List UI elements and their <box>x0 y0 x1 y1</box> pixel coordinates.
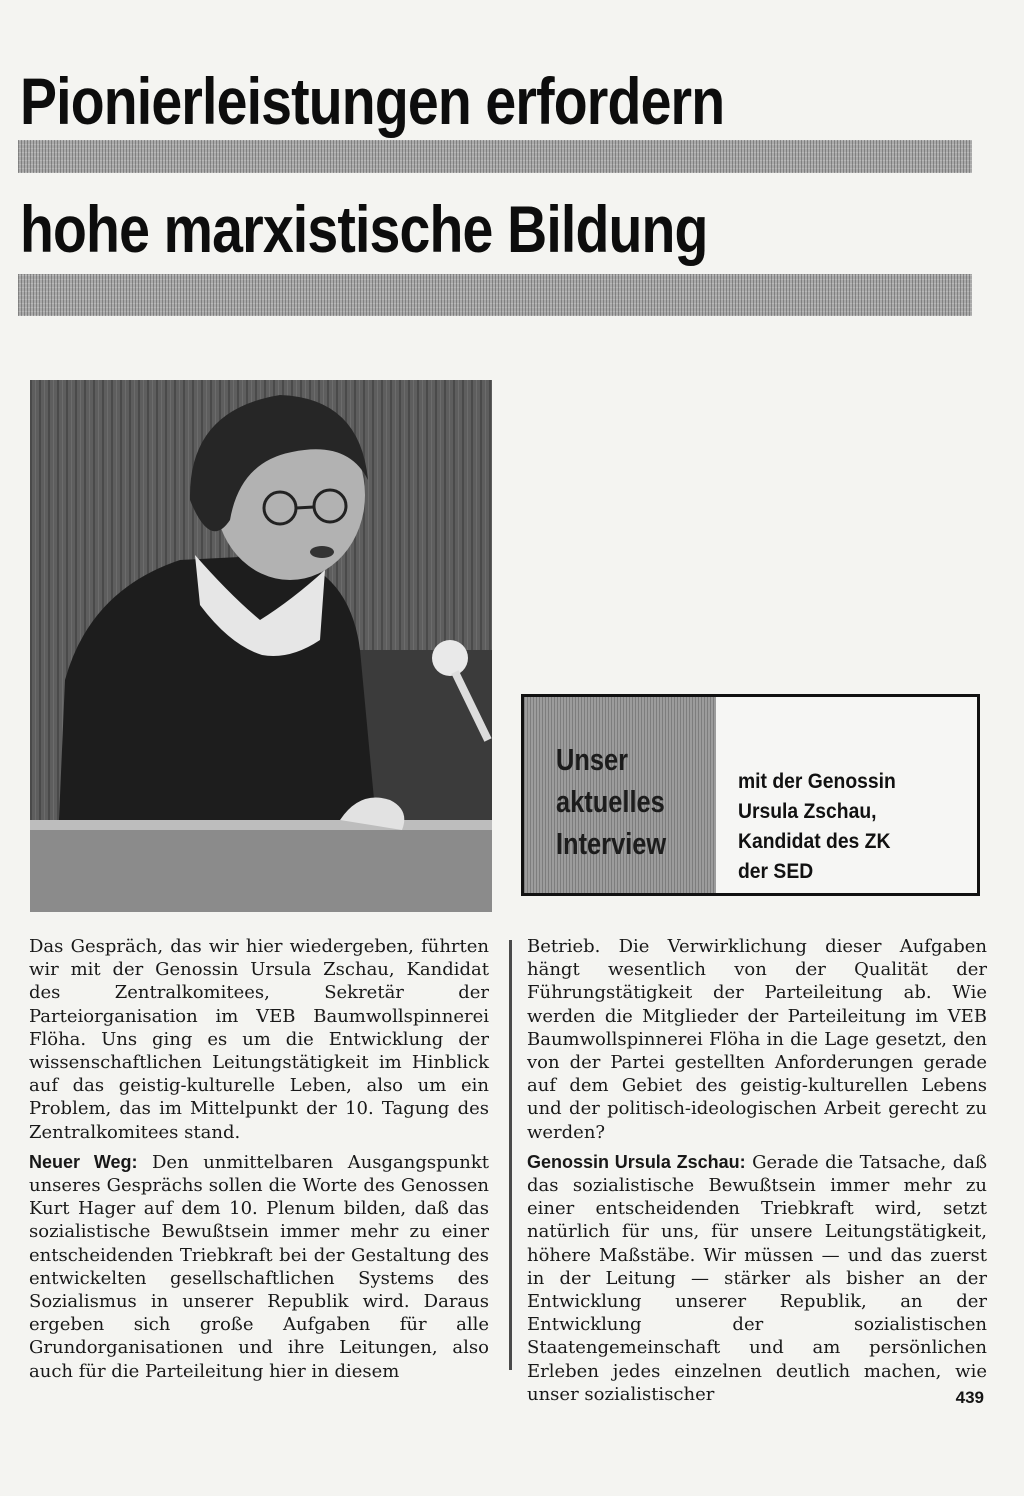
answer-text: Gerade die Tatsache, daß das sozialistische Bewußtsein immer mehr zu einer entscheidenden Triebkraft wird, setzt natürlich für uns, für unsere Leitungstätigkeit, höhere Maßstäbe. Wir müssen — und das zuerst in der Leitung — stärker als bisher an der Entwicklung unserer Republik, an der Entwicklung der sozialistischen Staatengemeinschaft und am persönlichen Erleben jedes einzelnen deutlich machen, wie unser sozialistischer <box>527 1151 987 1405</box>
interview-subject-line-3: Kandidat des ZK <box>738 830 891 853</box>
interview-label-line-3: Interview <box>556 826 667 861</box>
question-text: Den unmittelbaren Ausgangspunkt unseres Gesprächs sollen die Worte des Genossen Kurt Hager auf dem 10. Plenum bilden, daß das sozialistische Bewußtsein immer mehr zu einer entscheidenden Triebkraft bei der Gestaltung des entwickelten gesellschaftlichen Systems des Sozialismus in unserer Republik wird. Daraus ergeben sich große Aufgaben für alle Grundorganisationen und ihre Leitungen, also auch für die Parteileitung hier in diesem <box>29 1151 489 1382</box>
column-divider <box>509 940 512 1370</box>
article-column-right <box>527 935 987 1413</box>
interview-label-panel <box>524 697 716 893</box>
headline-rule-bottom <box>18 274 972 316</box>
interview-subject <box>738 767 959 887</box>
article-column-left <box>29 935 489 1390</box>
interviewer-label: Neuer Weg: <box>29 1151 138 1172</box>
interview-subject-line-1: mit der Genossin <box>738 770 896 793</box>
interview-subject-line-2: Ursula Zschau, <box>738 800 877 823</box>
headline-line-2: hohe marxistische Bildung <box>20 192 708 266</box>
speaker-photo <box>30 380 492 912</box>
interview-box <box>521 694 980 896</box>
interview-subject-line-4: der SED <box>738 860 814 883</box>
speaker-photo-image <box>30 380 492 912</box>
answer-paragraph <box>527 1151 987 1406</box>
interview-label-line-2: aktuelles <box>556 784 665 819</box>
interviewee-label: Genossin Ursula Zschau: <box>527 1151 746 1172</box>
article-intro: Das Gespräch, das wir hier wiedergeben, führten wir mit der Genossin Ursula Zschau, Kandidat des Zentralkomitees, Sekretär der Parteiorganisation im VEB Baumwollspinnerei Flöha. Uns ging es um die Entwicklung der wissenschaftlichen Leitungstätigkeit im Hinblick auf das geistig-kulturelle Leben, also um ein Problem, das im Mittelpunkt der 10. Tagung des Zentralkomitees stand. <box>29 936 489 1143</box>
question-paragraph <box>29 1151 489 1383</box>
page-number: 439 <box>955 1388 984 1407</box>
question-continuation: Betrieb. Die Verwirklichung dieser Aufgaben hängt wesentlich von der Qualität der Führungstätigkeit der Parteileitung ab. Wie werden die Mitglieder der Parteileitung im VEB Baumwollspinnerei Flöha in die Lage gesetzt, den von der Partei gestellten Anforderungen gerade auf dem Gebiet des geistig-kulturellen Lebens und der politisch-ideologischen Arbeit gerecht zu werden? <box>527 936 987 1143</box>
interview-label-line-1: Unser <box>556 742 629 777</box>
headline-line-1: Pionierleistungen erfordern <box>20 64 725 138</box>
headline-rule-top <box>18 140 972 173</box>
